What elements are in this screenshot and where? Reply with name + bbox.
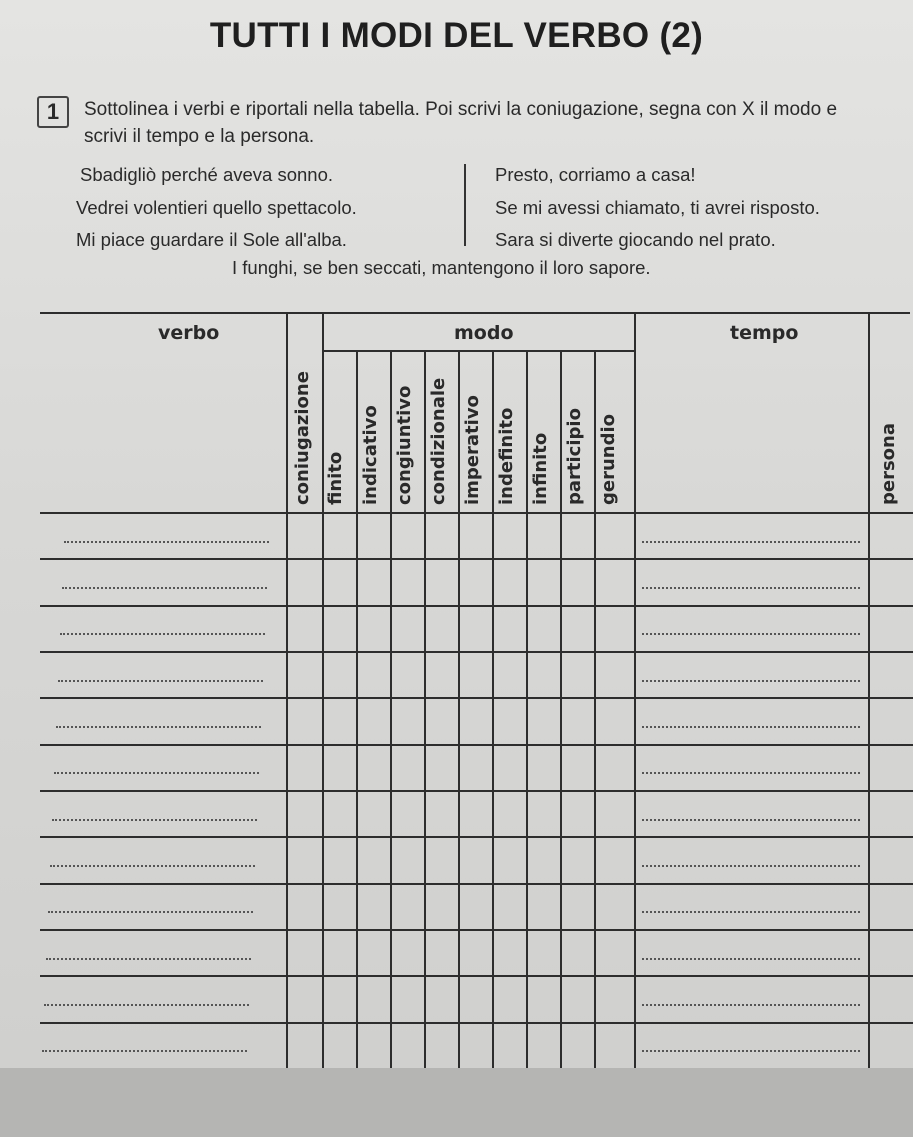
table-row-line: [40, 744, 913, 746]
table-column-line: [868, 312, 870, 1068]
table-column-line: [356, 350, 358, 1068]
exercise-number: 1: [37, 96, 69, 128]
tempo-answer-line[interactable]: [642, 680, 860, 682]
table-row-line: [40, 790, 913, 792]
verbo-answer-line[interactable]: [56, 726, 261, 728]
verbo-answer-line[interactable]: [46, 958, 251, 960]
table-row-line: [40, 697, 913, 699]
table-row-line: [40, 883, 913, 885]
tempo-answer-line[interactable]: [642, 911, 860, 913]
table-row-line: [40, 929, 913, 931]
table-header-bottom: [40, 512, 913, 514]
vertical-header-indefinito: indefinito: [496, 407, 517, 505]
vertical-header-coniugazione: coniugazione: [292, 371, 313, 505]
table-row-line: [40, 1022, 913, 1024]
tempo-answer-line[interactable]: [642, 1050, 860, 1052]
verbo-answer-line[interactable]: [54, 772, 259, 774]
sentence-left-1: Sbadigliò perché aveva sonno.: [80, 164, 334, 185]
verbo-answer-line[interactable]: [62, 587, 267, 589]
table-row-line: [40, 558, 913, 560]
tempo-answer-line[interactable]: [642, 726, 860, 728]
verbo-header: verbo: [158, 322, 220, 344]
table-row-line: [40, 836, 913, 838]
verbo-answer-line[interactable]: [42, 1050, 247, 1052]
table-column-line: [492, 350, 494, 1068]
vertical-header-condizionale: condizionale: [428, 377, 449, 505]
modo-header-divider: [322, 350, 634, 352]
vertical-header-infinito: infinito: [530, 432, 551, 505]
table-column-line: [634, 312, 636, 1068]
sentence-right-2: Se mi avessi chiamato, ti avrei risposto.: [495, 197, 820, 218]
sentence-center: I funghi, se ben seccati, mantengono il loro sapore.: [232, 257, 651, 278]
table-column-line: [424, 350, 426, 1068]
verbo-answer-line[interactable]: [58, 680, 263, 682]
table-column-line: [458, 350, 460, 1068]
table-row-line: [40, 651, 913, 653]
sentence-left-3: Mi piace guardare il Sole all'alba.: [76, 229, 347, 250]
modo-header: modo: [454, 322, 514, 344]
verbo-answer-line[interactable]: [50, 865, 255, 867]
page-title: TUTTI I MODI DEL VERBO (2): [209, 16, 704, 55]
tempo-answer-line[interactable]: [642, 772, 860, 774]
tempo-answer-line[interactable]: [642, 958, 860, 960]
verbo-answer-line[interactable]: [44, 1004, 249, 1006]
tempo-answer-line[interactable]: [642, 865, 860, 867]
table-column-line: [322, 312, 324, 1068]
vertical-header-persona: persona: [878, 422, 899, 505]
sentence-left-2: Vedrei volentieri quello spettacolo.: [76, 197, 357, 218]
sentence-right-3: Sara si diverte giocando nel prato.: [495, 229, 776, 250]
table-column-line: [594, 350, 596, 1068]
vertical-header-congiuntivo: congiuntivo: [394, 385, 415, 505]
table-column-line: [286, 312, 288, 1068]
verbo-answer-line[interactable]: [52, 819, 257, 821]
vertical-header-indicativo: indicativo: [360, 405, 381, 505]
table-column-line: [560, 350, 562, 1068]
table-row-line: [40, 605, 913, 607]
table-row-line: [40, 975, 913, 977]
vertical-header-finito: finito: [325, 451, 346, 505]
vertical-header-gerundio: gerundio: [598, 413, 619, 505]
table-top-border: [40, 312, 910, 314]
tempo-answer-line[interactable]: [642, 541, 860, 543]
vertical-header-imperativo: imperativo: [462, 395, 483, 505]
page-bottom-edge: [0, 1068, 913, 1137]
tempo-answer-line[interactable]: [642, 633, 860, 635]
verbo-answer-line[interactable]: [64, 541, 269, 543]
verbo-answer-line[interactable]: [60, 633, 265, 635]
table-column-line: [390, 350, 392, 1068]
tempo-header: tempo: [730, 322, 799, 344]
verbo-answer-line[interactable]: [48, 911, 253, 913]
exercise-instruction: Sottolinea i verbi e riportali nella tabella. Poi scrivi la coniugazione, segna con X il modo e scrivi il tempo e la persona.: [84, 99, 838, 147]
vertical-header-participio: participio: [564, 408, 585, 505]
tempo-answer-line[interactable]: [642, 1004, 860, 1006]
tempo-answer-line[interactable]: [642, 587, 860, 589]
table-column-line: [526, 350, 528, 1068]
sentence-right-1: Presto, corriamo a casa!: [495, 164, 696, 185]
sentence-column-divider: [464, 164, 466, 246]
tempo-answer-line[interactable]: [642, 819, 860, 821]
